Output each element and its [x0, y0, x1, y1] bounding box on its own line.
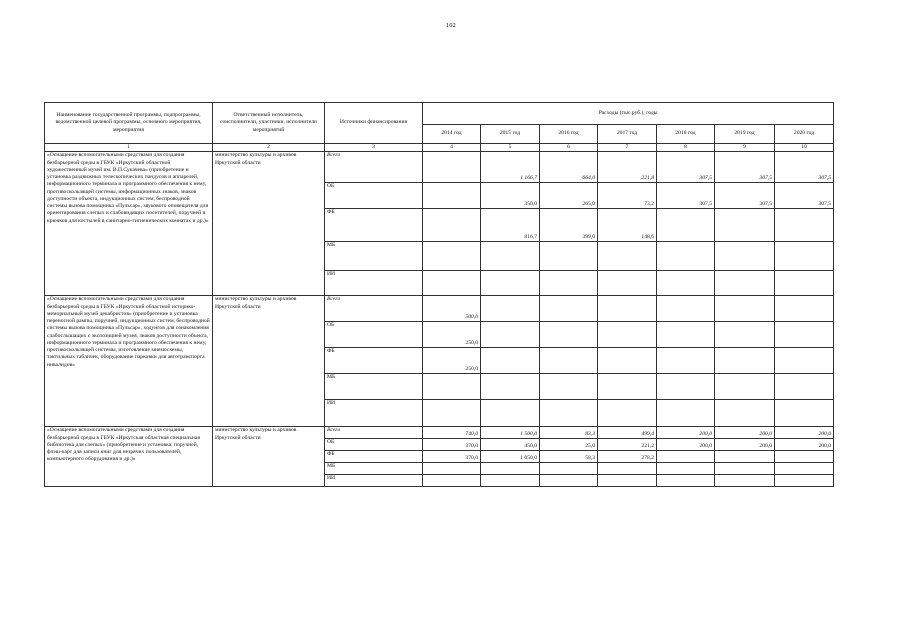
measure-executor: министерство культуры и архивов Иркутской области	[213, 152, 325, 296]
amount-cell	[481, 463, 540, 475]
header-program: Наименование государственной программы, подпрограммы, ведомственной целевой программы, основного мероприятия, мероприятия	[45, 103, 213, 144]
amount-cell	[715, 475, 775, 487]
amount-cell	[775, 209, 834, 242]
amount-cell	[481, 242, 540, 271]
amount-cell	[423, 374, 481, 400]
amount-cell: 307,5	[715, 152, 775, 183]
amount-cell	[775, 271, 834, 296]
measure-description: «Оснащение вспомогательными средствами для создания безбарьерной среды в ГБУК «Иркутская областная специальная библиотека для слепых» (приобретение и установка: поручней, флэш-карт для записи книг для незрячих пользователей, компьютерного оборудования и др.)»	[45, 427, 213, 487]
amount-cell	[715, 400, 775, 427]
header-year: 2015 год	[481, 125, 540, 144]
measure-description: «Оснащение вспомогательными средствами для создания безбарьерной среды в ГБУК «Иркутский областной историко-мемориальный музей декабристов» (приобретение и установка переносной рампы, поручней, индукционных систем, беспроводной системы вызова помощника «Пульсар», ходунгов для ознакомления слабослышащих с экспозицией музея, знаков доступности объекта, информационного терминала и программного обеспечения к нему, противоскользящей системы, изготовление мнемосхемы, тактильных табличек, оборудование парковки для автотранспорта инвалидов»	[45, 296, 213, 427]
amount-cell: 370,0	[423, 439, 481, 451]
amount-cell: 500,0	[423, 296, 481, 322]
amount-cell: 265,0	[540, 183, 598, 209]
amount-cell: 221,8	[598, 152, 657, 183]
column-index: 5	[481, 144, 540, 152]
amount-cell	[715, 374, 775, 400]
amount-cell: 250,0	[423, 322, 481, 348]
amount-cell: 307,5	[775, 152, 834, 183]
amount-cell	[657, 271, 715, 296]
amount-cell	[481, 296, 540, 322]
amount-cell	[423, 242, 481, 271]
funding-source: ФБ	[325, 209, 423, 242]
amount-cell: 1 500,0	[481, 427, 540, 439]
table-row	[45, 152, 834, 183]
amount-cell	[657, 209, 715, 242]
funding-source: ИИ	[325, 475, 423, 487]
amount-cell	[775, 374, 834, 400]
amount-cell	[481, 348, 540, 374]
amount-cell	[540, 463, 598, 475]
amount-cell	[715, 322, 775, 348]
column-index: 7	[598, 144, 657, 152]
amount-cell: 200,0	[657, 427, 715, 439]
amount-cell	[423, 271, 481, 296]
funding-source: ОБ	[325, 439, 423, 451]
amount-cell	[540, 322, 598, 348]
amount-cell	[598, 374, 657, 400]
funding-source: Всего	[325, 296, 423, 322]
amount-cell	[540, 271, 598, 296]
amount-cell	[540, 374, 598, 400]
amount-cell: 148,6	[598, 209, 657, 242]
header-year: 2019 год	[715, 125, 775, 144]
amount-cell	[423, 463, 481, 475]
amount-cell	[657, 348, 715, 374]
table-row	[45, 427, 834, 439]
column-index: 8	[657, 144, 715, 152]
amount-cell	[481, 322, 540, 348]
header-expenses: Расходы (тыс.руб.), годы	[423, 103, 834, 125]
amount-cell	[657, 400, 715, 427]
amount-cell	[540, 296, 598, 322]
page-number: 102	[446, 22, 456, 29]
amount-cell: 200,0	[715, 427, 775, 439]
amount-cell	[598, 242, 657, 271]
measure-description: «Оснащение вспомогательными средствами для создания безбарьерной среды в ГБУК «Иркутский областной художественный музей им. В.П.Сукачева» (приобретение и установка раздвижных телескопических пандусов и аппарелей, информационного терминала и программного обеспечения к нему, противоскользящей системы, информационных знаков, знаков доступности объекта, индукционных систем, беспроводной системы вызова помощника «Пульсар», звукового оповещателя для ориентирования слепых и слабовидящих посетителей, поручней и крючков для костылей в санитарно-гигиенических комнатах и др.)»	[45, 152, 213, 296]
column-index: 1	[45, 144, 213, 152]
amount-cell: 200,0	[657, 439, 715, 451]
amount-cell: 278,2	[598, 451, 657, 463]
header-year: 2014 год	[423, 125, 481, 144]
amount-cell	[775, 322, 834, 348]
amount-cell	[715, 296, 775, 322]
amount-cell: 740,0	[423, 427, 481, 439]
amount-cell	[657, 451, 715, 463]
amount-cell	[657, 296, 715, 322]
amount-cell	[481, 271, 540, 296]
amount-cell: 664,0	[540, 152, 598, 183]
funding-source: ОБ	[325, 322, 423, 348]
amount-cell: 370,0	[423, 451, 481, 463]
amount-cell	[715, 451, 775, 463]
amount-cell: 73,2	[598, 183, 657, 209]
amount-cell	[775, 400, 834, 427]
amount-cell: 307,5	[775, 183, 834, 209]
amount-cell: 200,0	[715, 439, 775, 451]
amount-cell: 307,5	[715, 183, 775, 209]
funding-source: Всего	[325, 152, 423, 183]
amount-cell: 350,0	[481, 183, 540, 209]
header-year: 2018 год	[657, 125, 715, 144]
amount-cell: 200,0	[775, 439, 834, 451]
amount-cell: 200,0	[775, 427, 834, 439]
amount-cell	[598, 271, 657, 296]
column-index: 4	[423, 144, 481, 152]
amount-cell: 83,3	[540, 427, 598, 439]
header-year: 2020 год	[775, 125, 834, 144]
table-row	[45, 296, 834, 322]
amount-cell: 1 050,0	[481, 451, 540, 463]
amount-cell	[481, 475, 540, 487]
amount-cell	[598, 348, 657, 374]
header-executor: Ответственный исполнитель, соисполнители, участники, исполнители мероприятий	[213, 103, 325, 144]
amount-cell	[715, 209, 775, 242]
amount-cell	[775, 451, 834, 463]
amount-cell	[715, 271, 775, 296]
amount-cell: 499,4	[598, 427, 657, 439]
amount-cell	[423, 183, 481, 209]
amount-cell	[598, 475, 657, 487]
amount-cell	[423, 209, 481, 242]
amount-cell: 250,0	[423, 348, 481, 374]
amount-cell	[657, 374, 715, 400]
amount-cell	[423, 475, 481, 487]
column-index-row	[45, 144, 834, 152]
column-index: 9	[715, 144, 775, 152]
amount-cell	[598, 322, 657, 348]
amount-cell	[481, 400, 540, 427]
amount-cell: 58,3	[540, 451, 598, 463]
funding-source: Всего	[325, 427, 423, 439]
funding-source: МБ	[325, 374, 423, 400]
header-source: Источники финансирования	[325, 103, 423, 144]
amount-cell	[540, 400, 598, 427]
amount-cell: 307,5	[657, 183, 715, 209]
amount-cell: 399,0	[540, 209, 598, 242]
amount-cell	[775, 463, 834, 475]
amount-cell	[598, 400, 657, 427]
header-year: 2017 год	[598, 125, 657, 144]
amount-cell	[657, 463, 715, 475]
amount-cell: 221,2	[598, 439, 657, 451]
header-year: 2016 год	[540, 125, 598, 144]
amount-cell	[775, 348, 834, 374]
amount-cell	[598, 296, 657, 322]
amount-cell: 307,5	[657, 152, 715, 183]
amount-cell	[715, 348, 775, 374]
amount-cell	[715, 463, 775, 475]
financing-table	[44, 102, 834, 487]
amount-cell	[657, 242, 715, 271]
amount-cell	[775, 475, 834, 487]
column-index: 2	[213, 144, 325, 152]
amount-cell	[540, 475, 598, 487]
amount-cell	[715, 242, 775, 271]
amount-cell	[423, 400, 481, 427]
funding-source: МБ	[325, 242, 423, 271]
amount-cell	[540, 242, 598, 271]
amount-cell	[657, 475, 715, 487]
funding-source: ОБ	[325, 183, 423, 209]
amount-cell: 450,0	[481, 439, 540, 451]
amount-cell	[481, 374, 540, 400]
amount-cell: 816,7	[481, 209, 540, 242]
amount-cell	[775, 296, 834, 322]
amount-cell	[598, 463, 657, 475]
funding-source: ФБ	[325, 348, 423, 374]
measure-executor: министерство культуры и архивов Иркутской области	[213, 427, 325, 487]
funding-source: МБ	[325, 463, 423, 475]
funding-source: ИИ	[325, 400, 423, 427]
column-index: 10	[775, 144, 834, 152]
amount-cell	[775, 242, 834, 271]
amount-cell: 1 166,7	[481, 152, 540, 183]
amount-cell: 25,0	[540, 439, 598, 451]
amount-cell	[423, 152, 481, 183]
funding-source: ФБ	[325, 451, 423, 463]
measure-executor: министерство культуры и архивов Иркутской области	[213, 296, 325, 427]
amount-cell	[540, 348, 598, 374]
column-index: 6	[540, 144, 598, 152]
column-index: 3	[325, 144, 423, 152]
funding-source: ИИ	[325, 271, 423, 296]
amount-cell	[657, 322, 715, 348]
